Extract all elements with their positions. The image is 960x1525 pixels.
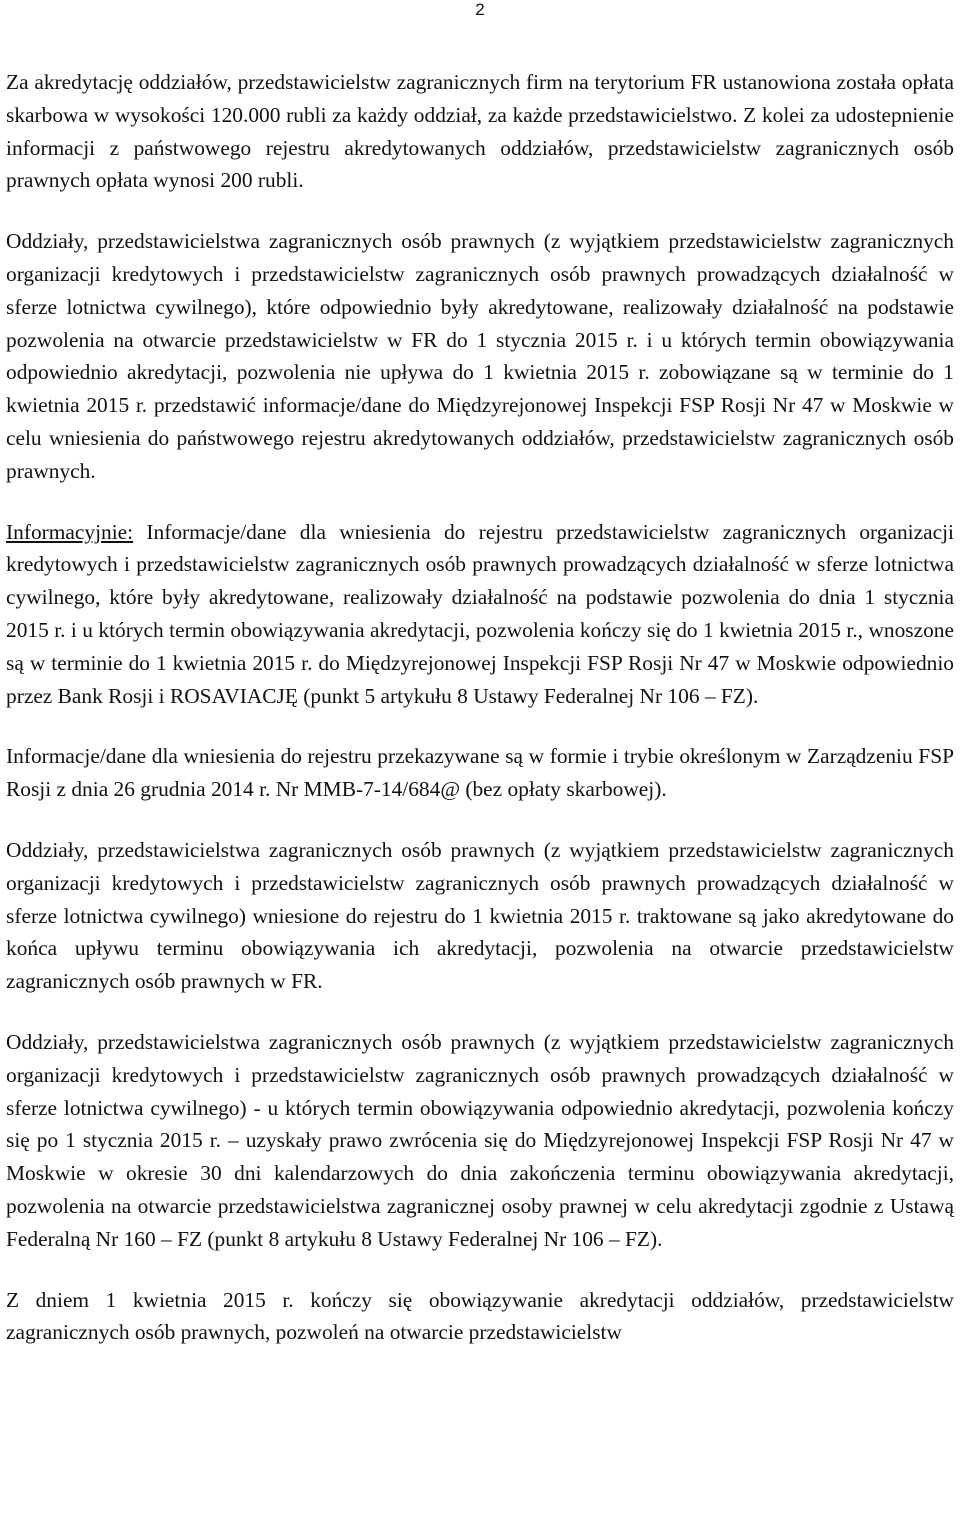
informational-text: Informacje/dane dla wniesienia do rejestru przedstawicielstw zagranicznych organizacji kredytowych i przedstawicielstw zagranicznych osób prawnych prowadzących działalność w sferze lotnictwa cywilnego, które były akredytowane, realizowały działalność na podstawie pozwolenia do dnia 1 stycznia 2015 r. i u których termin obowiązywania akredytacji, pozwolenia kończy się do 1 kwietnia 2015 r., wnoszone są w terminie do 1 kwietnia 2015 r. do Międzyrejonowej Inspekcji FSP Rosji Nr 47 w Moskwie odpowiednio przez Bank Rosji i ROSAVIACJĘ (punkt 5 artykułu 8 Ustawy Federalnej Nr 106 – FZ).	[6, 519, 954, 708]
paragraph-accreditation-ends: Z dniem 1 kwietnia 2015 r. kończy się obowiązywanie akredytacji oddziałów, przedstawicielstw zagranicznych osób prawnych, pozwoleń na otwarcie przedstawicielstw	[6, 1287, 954, 1345]
paragraph-registration-deadline: Oddziały, przedstawicielstwa zagranicznych osób prawnych (z wyjątkiem przedstawicielstw zagranicznych organizacji kredytowych i przedstawicielstw zagranicznych osób prawnych prowadzących działalność w sferze lotnictwa cywilnego), które odpowiednio były akredytowane, realizowały działalność na podstawie pozwolenia na otwarcie przedstawicielstw w FR do 1 stycznia 2015 r. i u których termin obowiązywania odpowiednio akredytacji, pozwolenia nie upływa do 1 kwietnia 2015 r. zobowiązane są w terminie do 1 kwietnia 2015 r. przedstawić informacje/dane do Międzyrejonowej Inspekcji FSP Rosji Nr 47 w Moskwie w celu wniesienia do państwowego rejestru akredytowanych oddziałów, przedstawicielstw zagranicznych osób prawnych.	[6, 229, 954, 483]
paragraph-expiring-accreditations: Oddziały, przedstawicielstwa zagranicznych osób prawnych (z wyjątkiem przedstawicielstw zagranicznych organizacji kredytowych i przedstawicielstw zagranicznych osób prawnych prowadzących działalność w sferze lotnictwa cywilnego) - u których termin obowiązywania odpowiednio akredytacji, pozwolenia kończy się po 1 stycznia 2015 r. – uzyskały prawo zwrócenia się do Międzyrejonowej Inspekcji FSP Rosji Nr 47 w Moskwie w okresie 30 dni kalendarzowych do dnia zakończenia terminu obowiązywania akredytacji, pozwolenia na otwarcie przedstawicielstwa zagranicznej osoby prawnej w celu akredytacji zgodnie z Ustawą Federalną Nr 160 – FZ (punkt 8 artykułu 8 Ustawy Federalnej Nr 106 – FZ).	[6, 1029, 954, 1251]
page-number: 2	[475, 0, 485, 19]
paragraph-registered-entities: Oddziały, przedstawicielstwa zagranicznych osób prawnych (z wyjątkiem przedstawicielstw zagranicznych organizacji kredytowych i przedstawicielstw zagranicznych osób prawnych prowadzących działalność w sferze lotnictwa cywilnego) wniesione do rejestru do 1 kwietnia 2015 r. traktowane są jako akredytowane do końca upływu terminu obowiązywania ich akredytacji, pozwolenia na otwarcie przedstawicielstw zagranicznych osób prawnych w FR.	[6, 837, 954, 994]
paragraph-informational-note	[6, 516, 954, 713]
document-body	[6, 66, 954, 1349]
informational-label: Informacyjnie:	[6, 519, 134, 544]
paragraph-accreditation-fee: Za akredytację oddziałów, przedstawicielstw zagranicznych firm na terytorium FR ustanowiona została opłata skarbowa w wysokości 120.000 rubli za każdy oddział, za każde przedstawicielstwo. Z kolei za udostepnienie informacji z państwowego rejestru akredytowanych oddziałów, przedstawicielstw zagranicznych osób prawnych opłata wynosi 200 rubli.	[6, 70, 954, 193]
paragraph-form-and-procedure: Informacje/dane dla wniesienia do rejestru przekazywane są w formie i trybie określonym w Zarządzeniu FSP Rosji z dnia 26 grudnia 2014 r. Nr MMB-7-14/684@ (bez opłaty skarbowej).	[6, 744, 954, 802]
